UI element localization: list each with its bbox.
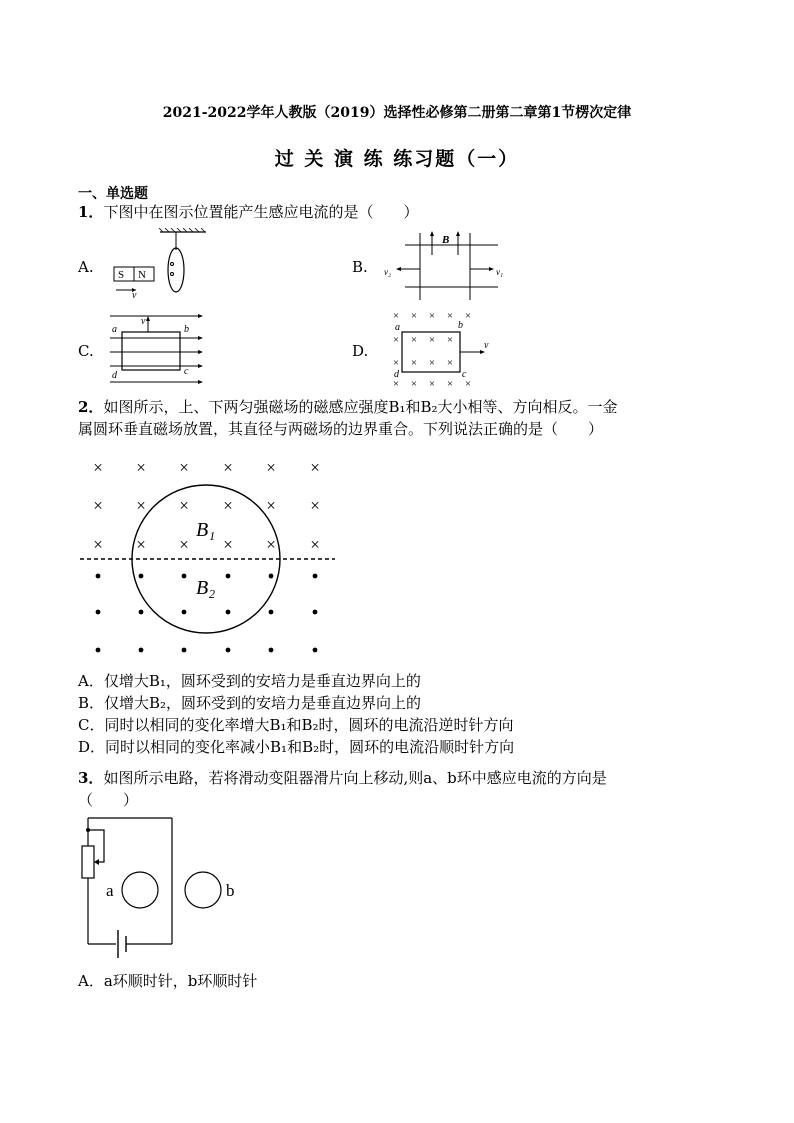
question-3 — [78, 767, 738, 811]
svg-text:×: × — [136, 535, 146, 554]
svg-text:×: × — [392, 378, 400, 390]
question-text-line2: （ ） — [78, 791, 139, 809]
velocity-label: v — [141, 316, 146, 327]
velocity-label: v — [484, 340, 489, 351]
svg-text:×: × — [410, 310, 418, 322]
svg-text:×: × — [392, 357, 400, 369]
question-number: 1． — [78, 203, 104, 221]
question-text-line1: 如图所示电路，若将滑动变阻器滑片向上移动,则a、b环中感应电流的方向是 — [103, 769, 607, 787]
figure-1b-rails — [380, 225, 510, 300]
v2-label: v₂ — [384, 267, 392, 277]
question-text-line2: 属圆环垂直磁场放置，其直径与两磁场的边界重合。下列说法正确的是（ ） — [78, 420, 604, 438]
field-b1-label: B₁ — [196, 519, 216, 541]
question-text: 下图中在图示位置能产生感应电流的是（ ） — [103, 203, 419, 221]
svg-text:×: × — [410, 334, 418, 346]
svg-text:×: × — [464, 310, 472, 322]
corner-b-label: b — [458, 320, 463, 331]
option-a: A．仅增大B₁，圆环受到的安培力是垂直边界向上的 — [78, 672, 421, 690]
magnet-n-label: N — [138, 269, 146, 281]
svg-text:×: × — [223, 535, 233, 554]
option-b: B．仅增大B₂，圆环受到的安培力是垂直边界向上的 — [78, 694, 422, 712]
figure-1d-cross-field — [386, 304, 498, 390]
option-b-label: B. — [352, 258, 368, 276]
svg-text:×: × — [428, 310, 436, 322]
question-number: 2． — [78, 398, 104, 416]
svg-text:×: × — [179, 496, 189, 515]
svg-text:×: × — [136, 496, 146, 515]
svg-text:×: × — [93, 458, 103, 477]
svg-text:×: × — [446, 378, 454, 390]
corner-c-label: c — [462, 369, 467, 380]
corner-a-label: a — [112, 324, 117, 335]
magnet-s-label: S — [118, 269, 125, 281]
svg-text:×: × — [428, 334, 436, 346]
ring-b-label: b — [226, 881, 235, 900]
svg-text:×: × — [392, 334, 400, 346]
svg-text:×: × — [310, 496, 320, 515]
svg-text:×: × — [310, 458, 320, 477]
svg-text:×: × — [179, 458, 189, 477]
question-2 — [78, 396, 738, 440]
document-title: 2021-2022学年人教版（2019）选择性必修第二册第二章第1节楞次定律 — [162, 105, 632, 121]
section-heading: 一、单选题 — [78, 186, 148, 202]
svg-text:×: × — [410, 357, 418, 369]
field-b2-label: B₂ — [196, 577, 216, 599]
corner-d-label: d — [112, 370, 117, 381]
svg-text:×: × — [446, 357, 454, 369]
v1-label: v₁ — [496, 267, 504, 277]
option-c: C．同时以相同的变化率增大B₁和B₂时，圆环的电流沿逆时针方向 — [78, 716, 514, 734]
question-2-options — [78, 670, 738, 758]
svg-text:×: × — [136, 458, 146, 477]
svg-text:×: × — [223, 496, 233, 515]
figure-1c-field-lines — [108, 310, 208, 388]
figure-3-circuit — [74, 812, 254, 967]
svg-text:×: × — [310, 535, 320, 554]
svg-text:×: × — [93, 496, 103, 515]
corner-d-label: d — [394, 369, 399, 380]
field-b-label: B — [442, 234, 450, 246]
corner-a-label: a — [395, 322, 400, 333]
svg-text:×: × — [266, 458, 276, 477]
question-text-line1: 如图所示，上、下两匀强磁场的磁感应强度B₁和B₂大小相等、方向相反。一金 — [103, 398, 618, 416]
figure-2-ring-fields — [80, 452, 340, 662]
svg-text:×: × — [428, 378, 436, 390]
svg-text:×: × — [446, 334, 454, 346]
svg-text:×: × — [223, 458, 233, 477]
corner-c-label: c — [184, 366, 189, 377]
option-a-label: A. — [78, 258, 94, 276]
svg-text:×: × — [93, 535, 103, 554]
svg-text:×: × — [266, 496, 276, 515]
velocity-label: v — [132, 290, 137, 298]
figure-1a-magnet-ring — [108, 228, 208, 298]
option-c-label: C. — [78, 342, 94, 360]
corner-b-label: b — [184, 324, 189, 335]
ring-a-label: a — [106, 881, 114, 900]
option-a: A．a环顺时针，b环顺时针 — [78, 972, 258, 990]
svg-text:×: × — [464, 378, 472, 390]
question-3-options — [78, 970, 738, 992]
svg-text:×: × — [428, 357, 436, 369]
svg-text:×: × — [179, 535, 189, 554]
svg-text:×: × — [446, 310, 454, 322]
svg-text:×: × — [392, 310, 400, 322]
svg-text:×: × — [266, 535, 276, 554]
option-d: D．同时以相同的变化率减小B₁和B₂时，圆环的电流沿顺时针方向 — [78, 738, 515, 756]
question-number: 3． — [78, 769, 104, 787]
option-d-label: D. — [352, 342, 369, 360]
document-subtitle: 过 关 演 练 练习题（一） — [274, 148, 520, 170]
svg-text:×: × — [410, 378, 418, 390]
question-1 — [78, 201, 738, 223]
